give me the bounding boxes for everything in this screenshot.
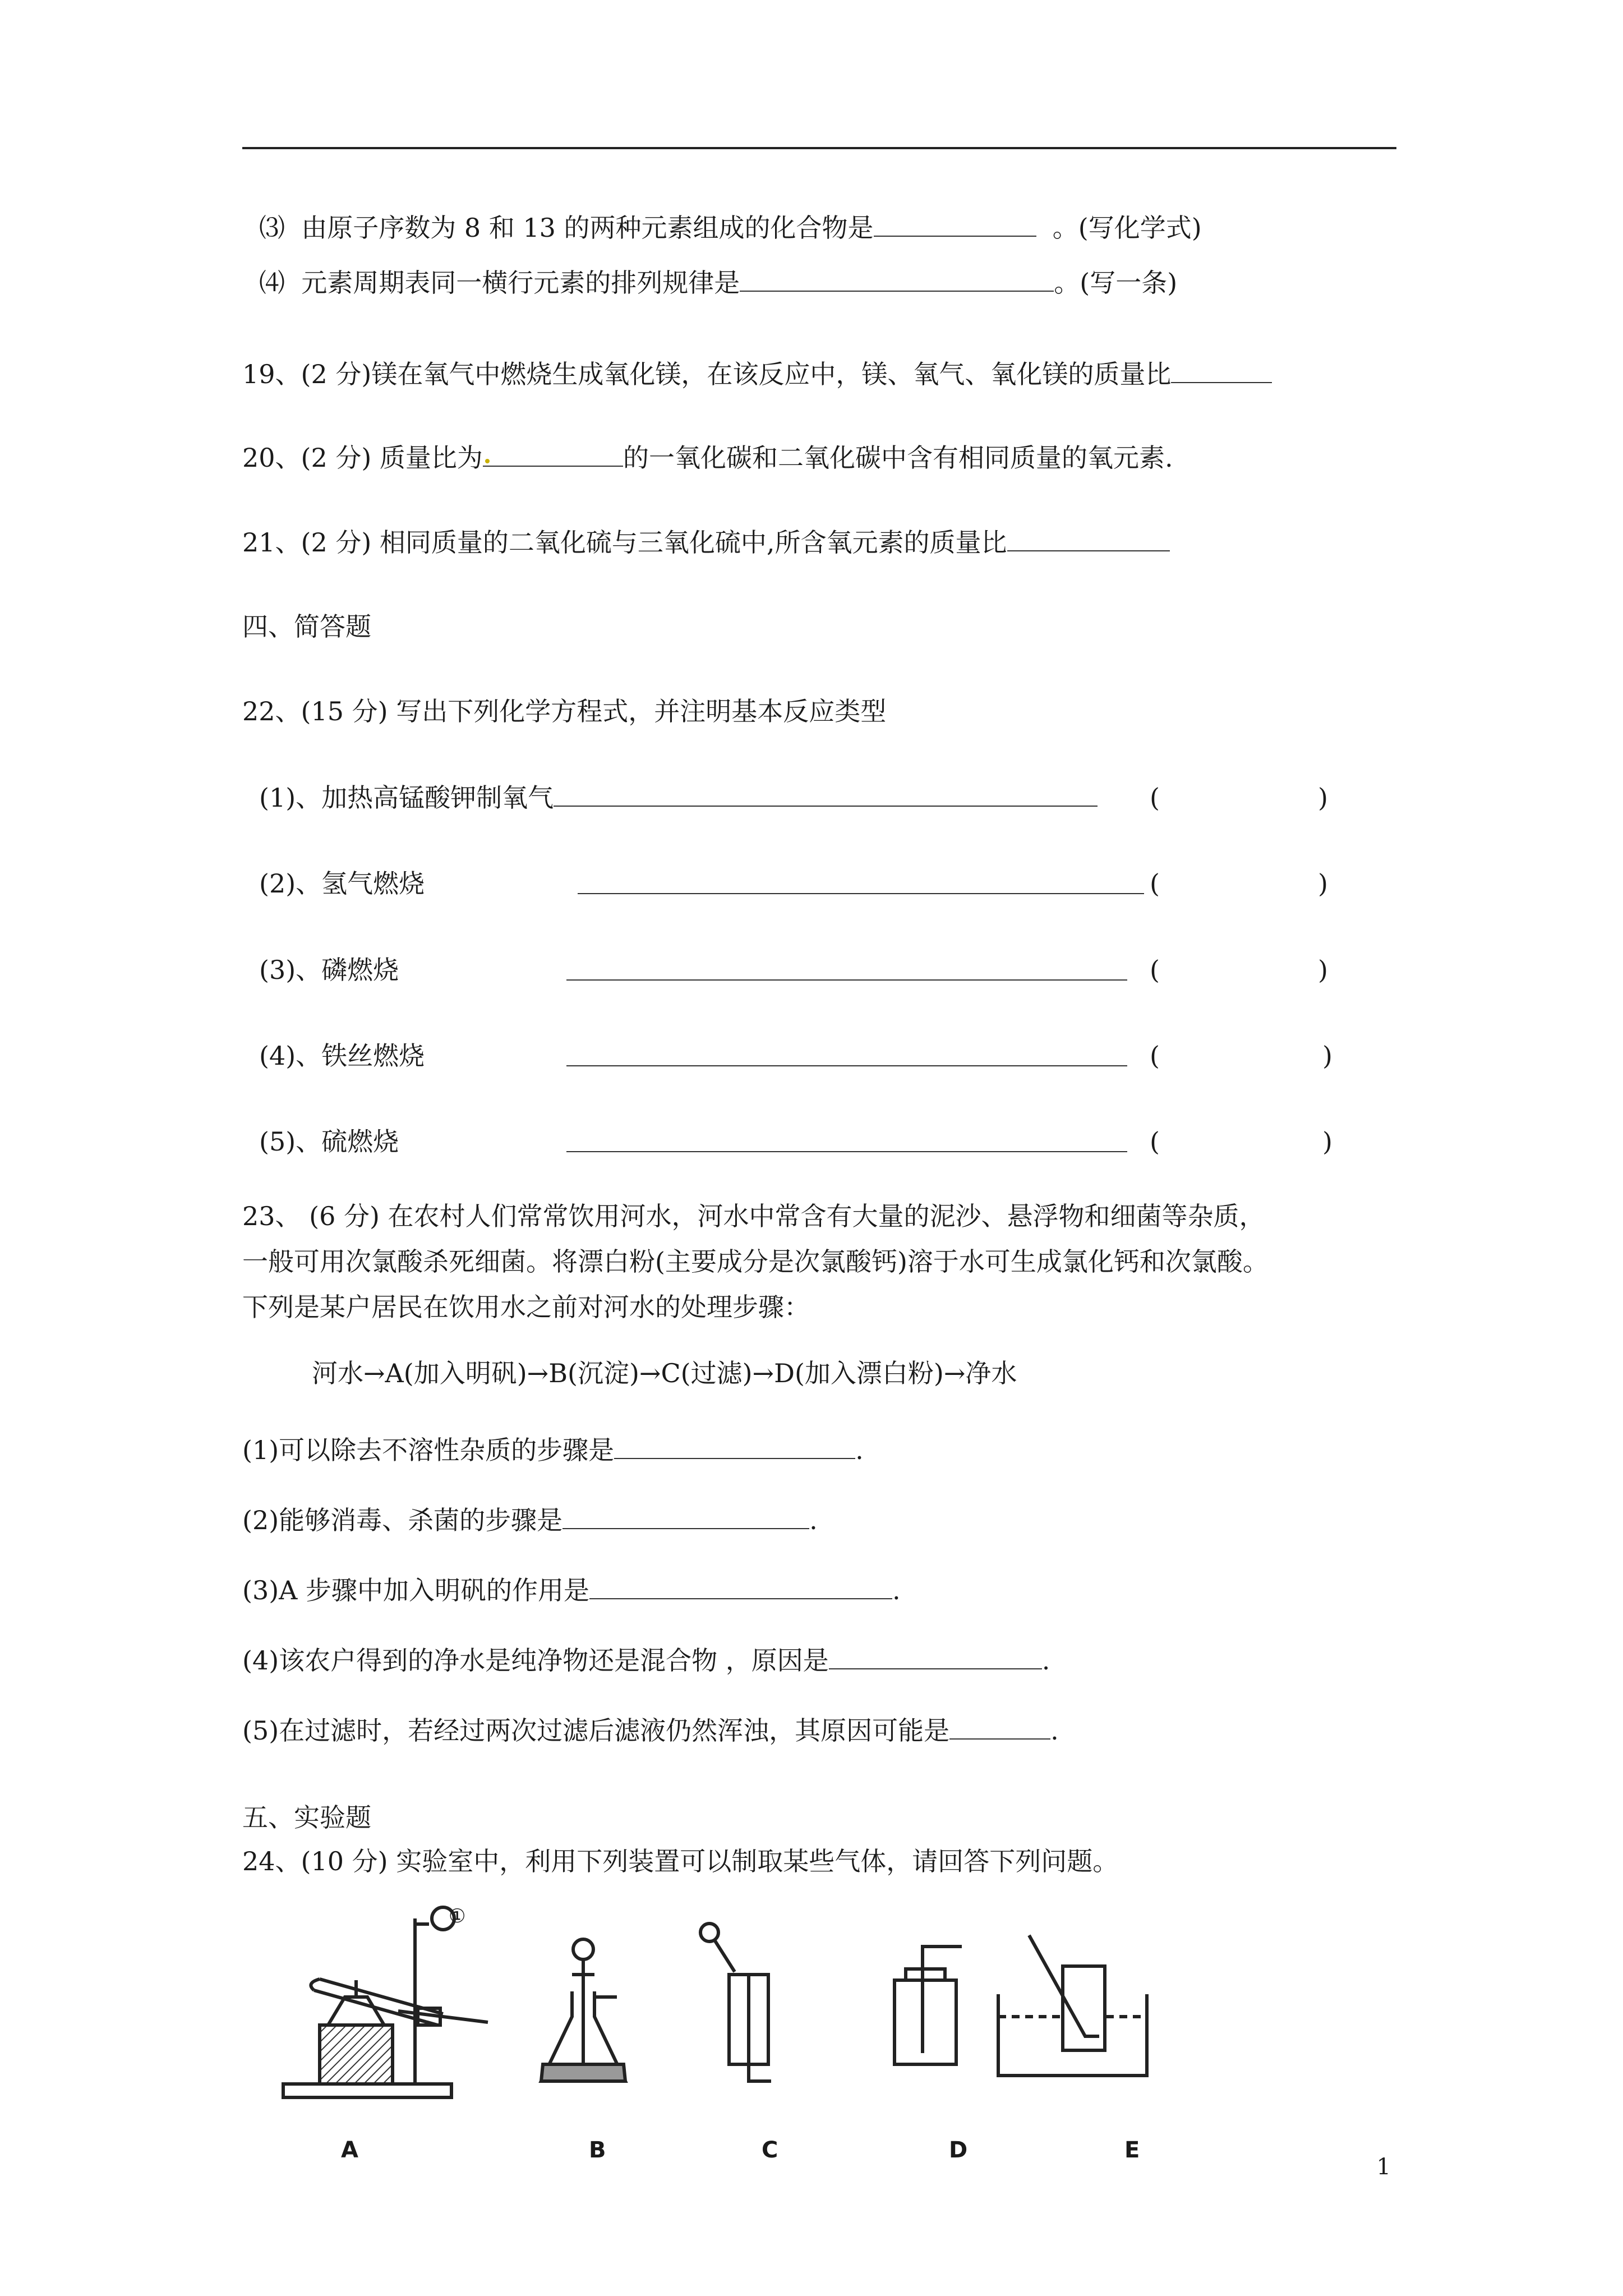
q18-4: ⑷ 元素周期表同一横行元素的排列规律是 。(写一条) [259, 266, 1177, 300]
answer-blank[interactable] [829, 1644, 1042, 1669]
q22-4: (4)、铁丝燃烧 [259, 1041, 425, 1071]
answer-blank[interactable] [614, 1433, 855, 1459]
paren-open: ( [1150, 1041, 1160, 1071]
q21: 21、(2 分) 相同质量的二氧化硫与三氧化硫中,所含氧元素的质量比 [242, 526, 1170, 559]
answer-blank[interactable] [554, 781, 1098, 807]
q22-5: (5)、硫燃烧 [259, 1126, 399, 1157]
q23-4: (4)该农户得到的净水是纯净物还是混合物 ，原因是 . [242, 1644, 1050, 1677]
q23-text-3: 下列是某户居民在饮用水之前对河水的处理步骤： [242, 1292, 810, 1322]
paren-open: ( [1150, 955, 1160, 985]
q22-2: (2)、氢气燃烧 [259, 868, 425, 899]
figure-label-e: E [1124, 2137, 1140, 2163]
section-5-title: 五、实验题 [242, 1802, 371, 1833]
marker-1: ① [449, 1905, 466, 1927]
answer-blank[interactable] [566, 1041, 1127, 1066]
answer-blank[interactable] [740, 266, 1054, 292]
apparatus-e [998, 1935, 1147, 2076]
apparatus-b [541, 1939, 625, 2081]
answer-blank[interactable] [589, 1573, 892, 1599]
q23-1: (1)可以除去不溶性杂质的步骤是 . [242, 1433, 864, 1467]
apparatus-a [283, 1907, 488, 2097]
q22: 22、(15 分) 写出下列化学方程式，并注明基本反应类型 [242, 696, 887, 726]
mark-dot [485, 459, 490, 463]
paren-close: ) [1318, 868, 1328, 899]
section-4-title: 四、简答题 [242, 611, 371, 642]
answer-blank[interactable] [874, 211, 1036, 237]
paren-open: ( [1150, 783, 1160, 813]
answer-blank[interactable] [483, 441, 623, 467]
header-rule [242, 147, 1396, 149]
apparatus-d [895, 1947, 962, 2064]
q22-3: (3)、磷燃烧 [259, 955, 399, 985]
paren-close: ) [1322, 1126, 1332, 1157]
answer-blank[interactable] [949, 1714, 1050, 1740]
paren-close: ) [1318, 783, 1328, 813]
answer-blank[interactable] [566, 955, 1127, 981]
figure-label-a: A [341, 2137, 358, 2163]
figure-label-c: C [762, 2137, 778, 2163]
answer-blank[interactable] [1171, 357, 1272, 383]
answer-blank[interactable] [562, 1503, 809, 1529]
answer-blank[interactable] [1007, 526, 1170, 551]
q23-flow: 河水→A(加入明矾)→B(沉淀)→C(过滤)→D(加入漂白粉)→净水 [312, 1358, 1017, 1388]
apparatus-figure [275, 1896, 1228, 2160]
q23-text-1: 23、 (6 分) 在农村人们常常饮用河水，河水中常含有大量的泥沙、悬浮物和细菌等杂质， [242, 1201, 1265, 1231]
q24: 24、(10 分) 实验室中，利用下列装置可以制取某些气体，请回答下列问题。 [242, 1846, 1119, 1876]
q23-text-2: 一般可用次氯酸杀死细菌。将漂白粉(主要成分是次氯酸钙)溶于水可生成氯化钙和次氯酸。 [242, 1246, 1269, 1277]
q20: 20、(2 分) 质量比为 的一氧化碳和二氧化碳中含有相同质量的氧元素. [242, 441, 1173, 475]
paren-close: ) [1318, 955, 1328, 985]
q22-1: (1)、加热高锰酸钾制氧气 [259, 781, 1098, 815]
paren-open: ( [1150, 1126, 1160, 1157]
figure-label-d: D [949, 2137, 968, 2163]
answer-blank[interactable] [566, 1126, 1127, 1152]
paren-close: ) [1322, 1041, 1332, 1071]
q19: 19、(2 分)镁在氧气中燃烧生成氧化镁，在该反应中，镁、氧气、氧化镁的质量比 [242, 357, 1272, 391]
q23-2: (2)能够消毒、杀菌的步骤是 . [242, 1503, 818, 1537]
page-number: 1 [1376, 2154, 1391, 2180]
answer-blank[interactable] [578, 868, 1144, 894]
figure-label-b: B [589, 2137, 606, 2163]
apparatus-c [700, 1924, 771, 2081]
q18-3: ⑶ 由原子序数为 8 和 13 的两种元素组成的化合物是 。(写化学式) [259, 211, 1202, 245]
q23-5: (5)在过滤时，若经过两次过滤后滤液仍然浑浊，其原因可能是 . [242, 1714, 1059, 1747]
q23-3: (3)A 步骤中加入明矾的作用是 . [242, 1573, 901, 1607]
paren-open: ( [1150, 868, 1160, 899]
